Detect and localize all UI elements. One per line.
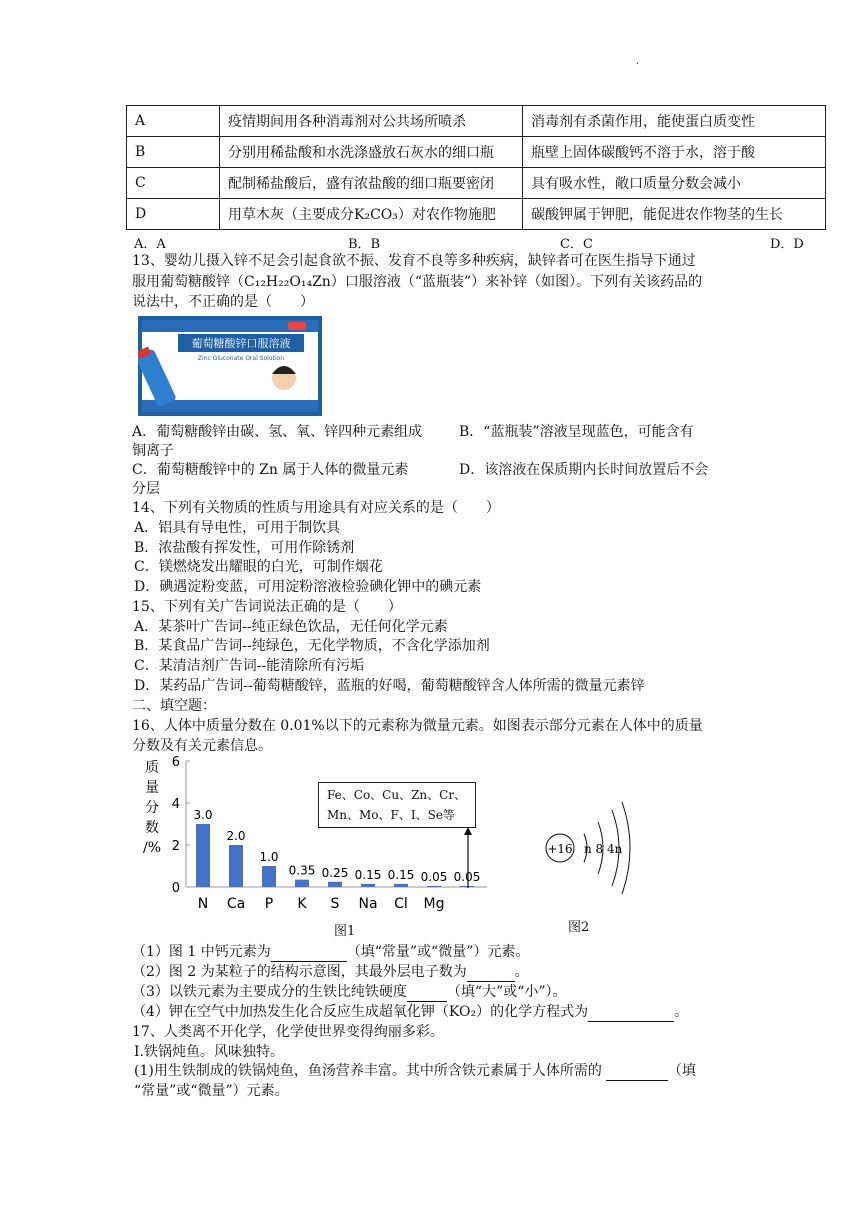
q16-sub1: （1）图 1 中钙元素为 （填“常量”或“微量”）元素。: [132, 944, 530, 960]
q17-sub1: (1)用生铁制成的铁锅炖鱼，鱼汤营养丰富。其中所含铁元素属于人体所需的 （填: [134, 1063, 696, 1079]
q15-opt-c: C．某清洁剂广告词--能清除所有污垢: [134, 658, 365, 674]
y-axis-label: /%: [142, 840, 162, 856]
table-row: C 配制稀盐酸后，盛有浓盐酸的细口瓶要密闭 具有吸水性，敞口质量分数会减小: [127, 168, 826, 199]
q13-opt-b-cont: 铜离子: [132, 443, 174, 459]
bar: [196, 824, 210, 887]
trace-element-box: [318, 782, 476, 828]
q16-line2: 分数及有关元素信息。: [132, 738, 272, 754]
medicine-box-image: [138, 316, 322, 416]
arrow-up-icon: [462, 826, 474, 890]
q15-opt-a: A．某茶叶广告词--纯正绿色饮品，无任何化学元素: [134, 619, 448, 635]
answer-blank[interactable]: [588, 1006, 674, 1022]
data-label: 0.05: [420, 869, 448, 884]
nucleus-label: +16: [547, 842, 573, 856]
q13-line3: 说法中，不正确的是（ ）: [132, 294, 314, 310]
x-tick-label: Mg: [423, 896, 445, 912]
section-title: 二、填空题：: [132, 698, 216, 714]
data-label: 0.15: [354, 867, 382, 882]
q13-line1: 13、婴幼儿摄入锌不足会引起食欲不振、发育不良等多种疾病，缺锌者可在医生指导下通过: [132, 253, 696, 269]
q16-sub3: （3）以铁元素为主要成分的生铁比纯铁硬度 （填“大”或“小”）。: [132, 984, 567, 1000]
answer-d: D．D: [770, 237, 804, 252]
answer-blank[interactable]: [467, 966, 515, 982]
answer-c: C．C: [560, 237, 593, 252]
y-axis-label: 数: [145, 820, 159, 836]
q14-opt-c: C．镁燃烧发出耀眼的白光，可制作烟花: [134, 559, 383, 575]
q15-stem: 15、下列有关广告词说法正确的是（ ）: [132, 599, 402, 615]
atom-structure-diagram: [538, 796, 648, 896]
element-bar-chart: [136, 752, 496, 920]
x-tick-label: S: [330, 896, 340, 912]
trace-box-line1: Fe、Co、Cu、Zn、Cr、: [327, 788, 467, 802]
y-tick-label: 4: [171, 797, 180, 812]
q16-sub2: （2）图 2 为某粒子的结构示意图，其最外层电子数为 。: [132, 964, 529, 980]
x-tick-label: Ca: [226, 896, 246, 912]
q13-opt-b: B．“蓝瓶装”溶液呈现蓝色，可能含有: [459, 424, 694, 440]
page-dot: .: [636, 56, 640, 67]
y-axis-label: 分: [145, 800, 159, 816]
q16-line1: 16、人体中质量分数在 0.01%以下的元素称为微量元素。如图表示部分元素在人体中的质量: [132, 718, 703, 734]
data-label: 0.05: [453, 869, 481, 884]
y-tick-label: 6: [171, 755, 180, 770]
answer-blank[interactable]: [271, 946, 347, 962]
q14-opt-a: A．铝具有导电性，可用于制饮具: [134, 520, 341, 536]
y-axis-label: 质: [145, 760, 159, 776]
data-label: 0.35: [288, 863, 316, 878]
q15-opt-b: B．某食品广告词--纯绿色，无化学物质，不含化学添加剂: [134, 638, 490, 654]
data-label: 0.15: [387, 867, 415, 882]
box-en-title: Zinc Gluconate Oral Solution: [197, 355, 285, 362]
q17-sub1-cont: “常量”或“微量”）元素。: [134, 1083, 289, 1099]
q14-stem: 14、下列有关物质的性质与用途具有对应关系的是（ ）: [132, 500, 500, 516]
data-label: 3.0: [193, 808, 213, 822]
q13-opt-d: D．该溶液在保质期内长时间放置后不会: [459, 462, 709, 478]
data-label: 0.25: [321, 865, 349, 880]
q15-opt-d: D．某药品广告词--葡萄糖酸锌，蓝瓶的好喝，葡萄糖酸锌含人体所需的微量元素锌: [134, 678, 645, 694]
q13-opt-c: C．葡萄糖酸锌中的 Zn 属于人体的微量元素: [132, 462, 409, 478]
q14-opt-d: D．碘遇淀粉变蓝，可用淀粉溶液检验碘化钾中的碘元素: [134, 579, 482, 595]
data-label: 2.0: [226, 829, 246, 843]
box-cn-title: 葡萄糖酸锌口服溶液: [191, 337, 291, 350]
bar: [394, 884, 408, 887]
options-table: [126, 105, 826, 230]
x-tick-label: K: [297, 896, 307, 912]
q13-opt-a: A．葡萄糖酸锌由碳、氢、氧、锌四种元素组成: [132, 424, 423, 440]
fig2-label: 图2: [568, 920, 590, 935]
q17-stem: 17、人类离不开化学，化学使世界变得绚丽多彩。: [132, 1024, 444, 1040]
answer-b: B．B: [348, 237, 381, 252]
q17-sub-title: Ⅰ.铁锅炖鱼。风味独特。: [134, 1044, 284, 1060]
q13-line2: 服用葡萄糖酸锌（C₁₂H₂₂O₁₄Zn）口服溶液（“蓝瓶装”）来补锌（如图）。下列有关该药品的: [132, 274, 703, 290]
fig1-label: 图1: [334, 924, 356, 939]
q14-opt-b: B．浓盐酸有挥发性，可用作除锈剂: [134, 540, 355, 556]
y-tick-label: 0: [171, 881, 180, 896]
y-tick-label: 2: [171, 839, 180, 854]
q13-opt-d-cont: 分层: [132, 481, 160, 497]
bar: [295, 880, 309, 887]
bar: [427, 886, 441, 887]
table-row: D 用草木灰（主要成分K₂CO₃）对农作物施肥 碳酸钾属于钾肥，能促进农作物茎的生长: [127, 199, 826, 230]
x-tick-label: N: [197, 896, 209, 912]
data-label: 1.0: [259, 850, 279, 864]
bar: [361, 884, 375, 887]
table-row: A 疫情期间用各种消毒剂对公共场所喷杀 消毒剂有杀菌作用，能使蛋白质变性: [127, 106, 826, 137]
bar: [229, 845, 243, 887]
answer-a: A．A: [134, 237, 166, 252]
answer-blank[interactable]: [606, 1065, 668, 1081]
bar: [262, 866, 276, 887]
x-tick-label: Cl: [394, 896, 408, 912]
x-tick-label: P: [264, 896, 274, 912]
answer-blank[interactable]: [407, 986, 447, 1002]
q16-sub4: （4）钾在空气中加热发生化合反应生成超氧化钾（KO₂）的化学方程式为 。: [132, 1004, 689, 1020]
table-row: B 分别用稀盐酸和水洗涤盛放石灰水的细口瓶 瓶壁上固体碳酸钙不溶于水，溶于酸: [127, 137, 826, 168]
y-axis-label: 量: [145, 780, 159, 796]
trace-box-line2: Mn、Mo、F、I、Se等: [327, 808, 455, 822]
shell-electrons: n 8 4n: [584, 842, 623, 856]
bar: [328, 882, 342, 887]
x-tick-label: Na: [358, 896, 378, 912]
